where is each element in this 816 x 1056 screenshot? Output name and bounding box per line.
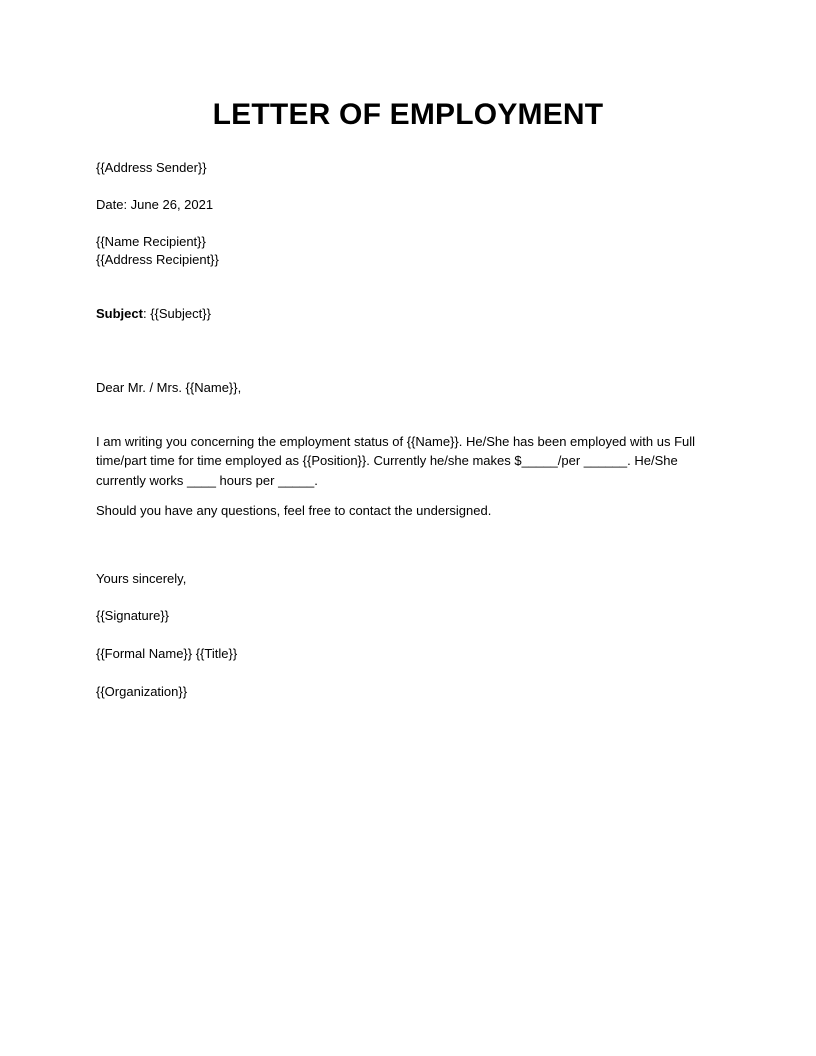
body-line-3: currently works ____ hours per _____. xyxy=(96,473,318,488)
formal-name-title: {{Formal Name}} {{Title}} xyxy=(96,646,238,661)
organization: {{Organization}} xyxy=(96,684,188,699)
subject-value: : {{Subject}} xyxy=(142,306,211,321)
body-line-2: time/part time for time employed as {{Position}}. Currently he/she makes $_____/per ______. He/She xyxy=(96,453,678,468)
recipient-name: {{Name Recipient}} xyxy=(96,234,206,249)
date-line: Date: June 26, 2021 xyxy=(96,197,214,212)
document-title: LETTER OF EMPLOYMENT xyxy=(212,98,604,131)
salutation: Dear Mr. / Mrs. {{Name}}, xyxy=(96,380,242,395)
subject-line xyxy=(96,305,211,323)
closing: Yours sincerely, xyxy=(96,571,187,586)
sender-address: {{Address Sender}} xyxy=(96,160,207,175)
subject-label: Subject xyxy=(96,306,143,321)
body-paragraph-2: Should you have any questions, feel free to contact the undersigned. xyxy=(96,503,492,518)
recipient-address: {{Address Recipient}} xyxy=(96,252,219,267)
body-line-1: I am writing you concerning the employment status of {{Name}}. He/She has been employed with us Full xyxy=(96,434,696,449)
signature-placeholder: {{Signature}} xyxy=(96,608,170,623)
